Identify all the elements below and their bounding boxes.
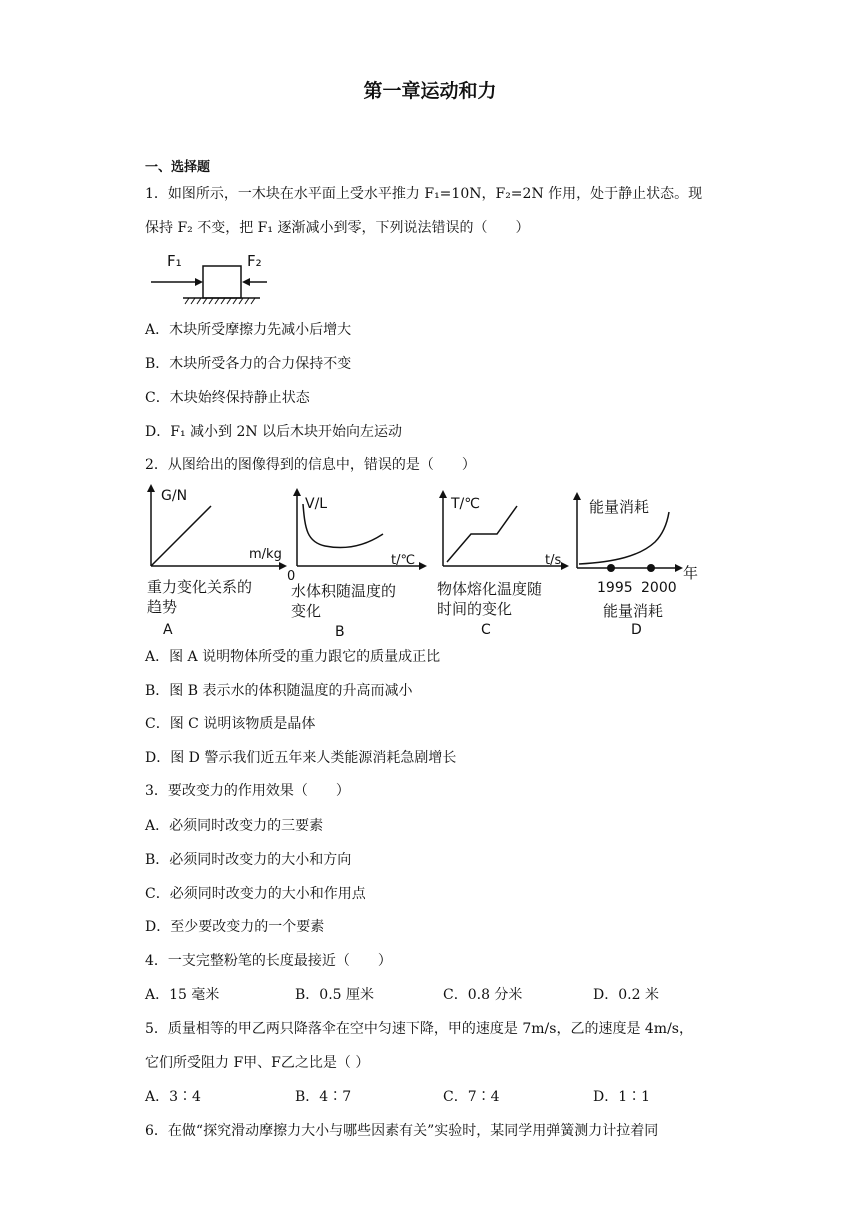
graph-b-caption-2: 变化 xyxy=(291,602,322,620)
graph-c-xlabel: t/s xyxy=(545,553,562,568)
question-3-option-d: D．至少要改变力的一个要素 xyxy=(145,919,325,935)
wood-block xyxy=(203,266,241,298)
figure-block-forces xyxy=(145,248,275,310)
graph-c xyxy=(437,490,569,638)
graph-d xyxy=(573,492,698,638)
page-title: 第一章运动和力 xyxy=(363,80,497,102)
question-5-line-1: 5．质量相等的甲乙两只降落伞在空中匀速下降，甲的速度是 7m/s，乙的速度是 4m/s， xyxy=(145,1021,693,1037)
question-1-line-2: 保持 F₂ 不变，把 F₁ 逐渐减小到零，下列说法错误的（ ） xyxy=(145,220,530,236)
question-2-option-a: A．图 A 说明物体所受的重力跟它的质量成正比 xyxy=(145,649,441,665)
graph-b-xlabel: t/℃ xyxy=(391,553,416,568)
question-1-option-c: C．木块始终保持静止状态 xyxy=(145,390,310,406)
question-1-option-a: A．木块所受摩擦力先减小后增大 xyxy=(145,322,352,338)
graph-b-ylabel: V/L xyxy=(305,496,328,512)
graph-b-origin: 0 xyxy=(287,569,296,584)
question-5-options xyxy=(145,1087,715,1107)
graph-d-curve xyxy=(579,512,669,564)
question-4-option-c: C．0.8 分米 xyxy=(443,987,523,1003)
graph-c-letter: C xyxy=(481,622,491,638)
graph-d-xlabel: 年 xyxy=(683,564,699,582)
graph-d-point-2000 xyxy=(647,564,655,572)
question-6-line-1: 6．在做“探究滑动摩擦力大小与哪些因素有关”实验时，某同学用弹簧测力计拉着同 xyxy=(145,1123,659,1139)
question-2-option-b: B．图 B 表示水的体积随温度的升高而减小 xyxy=(145,683,413,699)
question-3-option-b: B．必须同时改变力的大小和方向 xyxy=(145,852,352,868)
question-3-option-a: A．必须同时改变力的三要素 xyxy=(145,818,324,834)
label-f2: F₂ xyxy=(247,252,262,270)
question-2-option-c: C．图 C 说明该物质是晶体 xyxy=(145,716,316,732)
graph-d-letter: D xyxy=(631,622,642,638)
graph-a-caption-1: 重力变化关系的 xyxy=(147,578,253,596)
label-f1: F₁ xyxy=(167,252,182,270)
section-heading: 一、选择题 xyxy=(145,160,211,175)
question-4-option-b: B．0.5 厘米 xyxy=(295,987,375,1003)
question-5-option-b: B．4∶7 xyxy=(295,1089,352,1105)
graph-d-tick-2000: 2000 xyxy=(641,580,677,596)
question-2-line-1: 2．从图给出的图像得到的信息中，错误的是（ ） xyxy=(145,457,476,473)
question-4-option-d: D．0.2 米 xyxy=(593,987,659,1003)
figure-four-graphs xyxy=(145,484,705,640)
question-4-line-1: 4．一支完整粉笔的长度最接近（ ） xyxy=(145,953,392,969)
question-1-line-1: 1．如图所示，一木块在水平面上受水平推力 F₁=10N，F₂=2N 作用，处于静止状态。现 xyxy=(145,186,703,202)
f1-arrowhead xyxy=(195,278,203,286)
question-1-option-b: B．木块所受各力的合力保持不变 xyxy=(145,356,352,372)
graph-a-line xyxy=(151,506,211,566)
ground-hatching xyxy=(185,298,255,304)
graph-d-tick-1995: 1995 xyxy=(597,580,633,596)
graph-c-caption-1: 物体熔化温度随 xyxy=(437,580,543,598)
question-5-option-a: A．3∶4 xyxy=(145,1089,201,1105)
graph-d-point-1995 xyxy=(607,564,615,572)
question-5-option-d: D．1∶1 xyxy=(593,1089,651,1105)
question-3-line-1: 3．要改变力的作用效果（ ） xyxy=(145,783,350,799)
graph-b-letter: B xyxy=(335,624,345,640)
graph-b xyxy=(287,488,427,640)
question-3-option-c: C．必须同时改变力的大小和作用点 xyxy=(145,886,366,902)
graph-a-xlabel: m/kg xyxy=(249,547,282,562)
graph-a-caption-2: 趋势 xyxy=(147,598,178,616)
graph-c-line xyxy=(447,506,517,562)
question-5-line-2: 它们所受阻力 F甲、F乙之比是（ ） xyxy=(145,1055,370,1071)
graph-b-caption-1: 水体积随温度的 xyxy=(291,582,397,600)
graph-a-ylabel: G/N xyxy=(161,488,188,504)
graph-a xyxy=(147,484,287,638)
question-4-options xyxy=(145,985,715,1005)
question-2-option-d: D．图 D 警示我们近五年来人类能源消耗急剧增长 xyxy=(145,750,457,766)
question-4-option-a: A．15 毫米 xyxy=(145,987,220,1003)
graph-c-ylabel: T/℃ xyxy=(451,496,480,512)
graph-d-ylabel: 能量消耗 xyxy=(589,498,650,516)
graph-d-caption: 能量消耗 xyxy=(603,602,664,620)
graph-a-letter: A xyxy=(163,622,173,638)
question-5-option-c: C．7∶4 xyxy=(443,1089,500,1105)
question-1-option-d: D．F₁ 减小到 2N 以后木块开始向左运动 xyxy=(145,424,403,440)
f2-arrowhead xyxy=(242,278,250,286)
graph-c-caption-2: 时间的变化 xyxy=(437,600,513,618)
